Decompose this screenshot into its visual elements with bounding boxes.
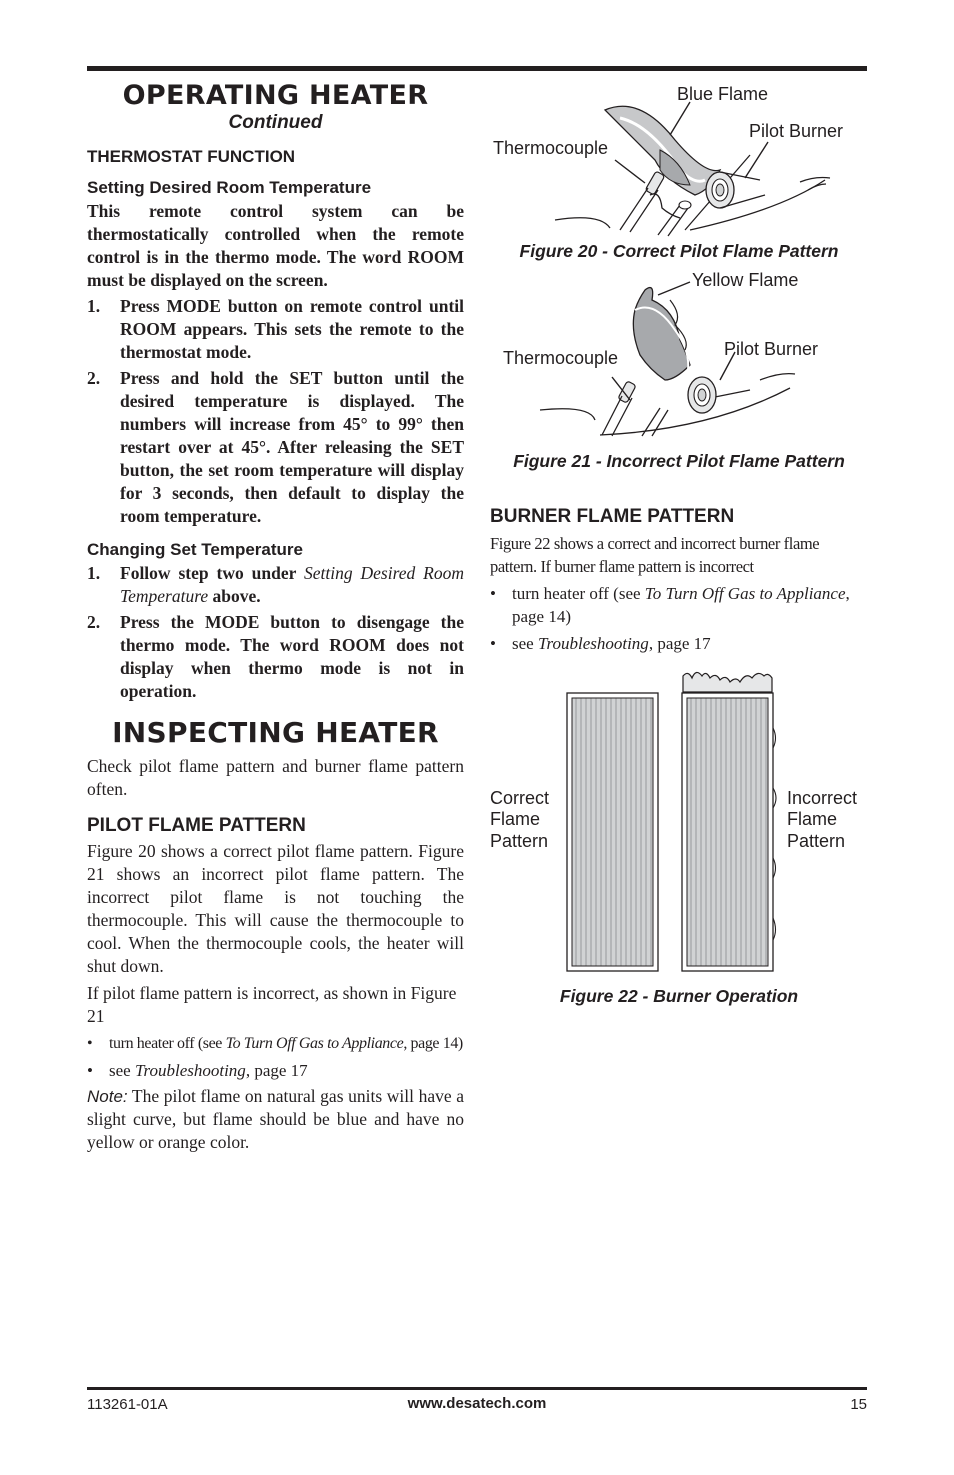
ref-troubleshooting: Troubleshooting (537, 634, 649, 653)
footer-doc-number: 113261-01A (87, 1396, 168, 1413)
pilot-bullet-troubleshooting: • see Troubleshooting, page 17 (87, 1061, 308, 1080)
fig22-label-correct-line3: Pattern (490, 831, 549, 851)
figure-20-caption: Figure 20 - Correct Pilot Flame Pattern (519, 241, 839, 261)
incorrect-burner (682, 672, 776, 971)
changing-steps-list (87, 562, 464, 703)
changing-step-1: 1. Follow step two under Setting Desired Room Temperature above. (87, 563, 464, 606)
burner-bullet-troubleshooting: • see Troubleshooting, page 17 (490, 634, 711, 653)
heading-thermostat-function: THERMOSTAT FUNCTION (87, 147, 296, 166)
bottom-rule (87, 1387, 867, 1390)
pilot-note (87, 1085, 464, 1154)
setting-step-2: 2. Press and hold the SET button until the desired temperature is displayed. The numbers will increase from 45° to 99° then restart over at 45°. After releasing the SET button, the set room temperature will display for 3 seconds, then default to display the room temperature. (87, 368, 464, 526)
fig22-label-incorrect-line2: Flame (787, 809, 838, 829)
top-rule (87, 66, 867, 71)
burner-bullet-list (490, 582, 868, 655)
footer-website: www.desatech.com (407, 1395, 547, 1412)
pilot-paragraph-2: If pilot flame pattern is incorrect, as shown in Figure 21 (87, 983, 457, 1026)
fig21-label-thermocouple: Thermocouple (503, 348, 619, 368)
heading-changing-temperature: Changing Set Temperature (87, 540, 303, 559)
setting-step-1: 1. Press MODE button on remote control until ROOM appears. This sets the remote to the thermostat mode. (87, 296, 464, 362)
fig22-label-correct-line2: Flame (490, 809, 541, 829)
burner-bullet-turn-off: • turn heater off (see To Turn Off Gas to Appliance, page 14) (490, 584, 850, 626)
fig20-label-blue-flame: Blue Flame (677, 84, 769, 104)
section-subtitle-continued: Continued (228, 112, 323, 133)
fig22-label-incorrect-line1: Incorrect (787, 788, 858, 808)
pilot-bullet-list (87, 1032, 464, 1082)
pilot-bullet-turn-off: • turn heater off (see To Turn Off Gas to Appliance, page 14) (87, 1035, 463, 1052)
fig20-label-thermocouple: Thermocouple (493, 138, 609, 158)
fig22-label-incorrect-line3: Pattern (787, 831, 846, 851)
heading-pilot-flame-pattern: PILOT FLAME PATTERN (87, 815, 306, 836)
fig20-label-pilot-burner: Pilot Burner (749, 121, 844, 141)
figure-22-caption: Figure 22 - Burner Operation (559, 986, 799, 1006)
ref-setting-desired-room-temp: Setting Desired Room Temperature (120, 563, 464, 606)
burner-intro-text: Figure 22 shows a correct and incorrect burner flame pattern. If burner flame pattern is incorrect (490, 534, 820, 576)
figure-22-illustration (560, 668, 780, 976)
setting-intro-text: This remote control system can be thermostatically controlled when the remote control is in the thermo mode. The word ROOM must be displayed on the screen. (87, 201, 464, 290)
ref-turn-off-gas: To Turn Off Gas to Appliance (225, 1035, 404, 1052)
figure-21-caption: Figure 21 - Incorrect Pilot Flame Pattern (513, 451, 845, 471)
note-label: Note: (87, 1087, 128, 1106)
correct-burner (567, 693, 658, 971)
ref-turn-off-gas: To Turn Off Gas to Appliance (644, 584, 846, 603)
section-title-operating: OPERATING HEATER (122, 80, 429, 111)
setting-steps-list (87, 295, 464, 528)
fig22-label-correct-line1: Correct (490, 788, 550, 808)
note-text: The pilot flame on natural gas units will have a slight curve, but flame should be blue and have no yellow or orange color. (87, 1086, 464, 1152)
ref-troubleshooting: Troubleshooting (134, 1061, 246, 1080)
fig21-label-pilot-burner: Pilot Burner (724, 339, 819, 359)
burner-section (490, 506, 868, 655)
inspecting-intro-text: Check pilot flame pattern and burner flame pattern often. (87, 756, 464, 799)
left-column (87, 80, 464, 1154)
changing-step-2: 2. Press the MODE button to disengage the thermo mode. The word ROOM does not display when thermo mode is not in operation. (87, 612, 464, 701)
heading-setting-temperature: Setting Desired Room Temperature (87, 178, 372, 197)
fig21-label-yellow-flame: Yellow Flame (692, 270, 799, 290)
footer-page-number: 15 (850, 1396, 867, 1413)
pilot-paragraph-1: Figure 20 shows a correct pilot flame pattern. Figure 21 shows an incorrect pilot flame pattern. The incorrect pilot flame is not touching the thermocouple. This will cause the thermocouple to cool. When the thermocouple cools, the heater will shut down. (87, 841, 464, 976)
section-title-inspecting: INSPECTING HEATER (112, 716, 439, 749)
heading-burner-flame-pattern: BURNER FLAME PATTERN (490, 506, 735, 527)
